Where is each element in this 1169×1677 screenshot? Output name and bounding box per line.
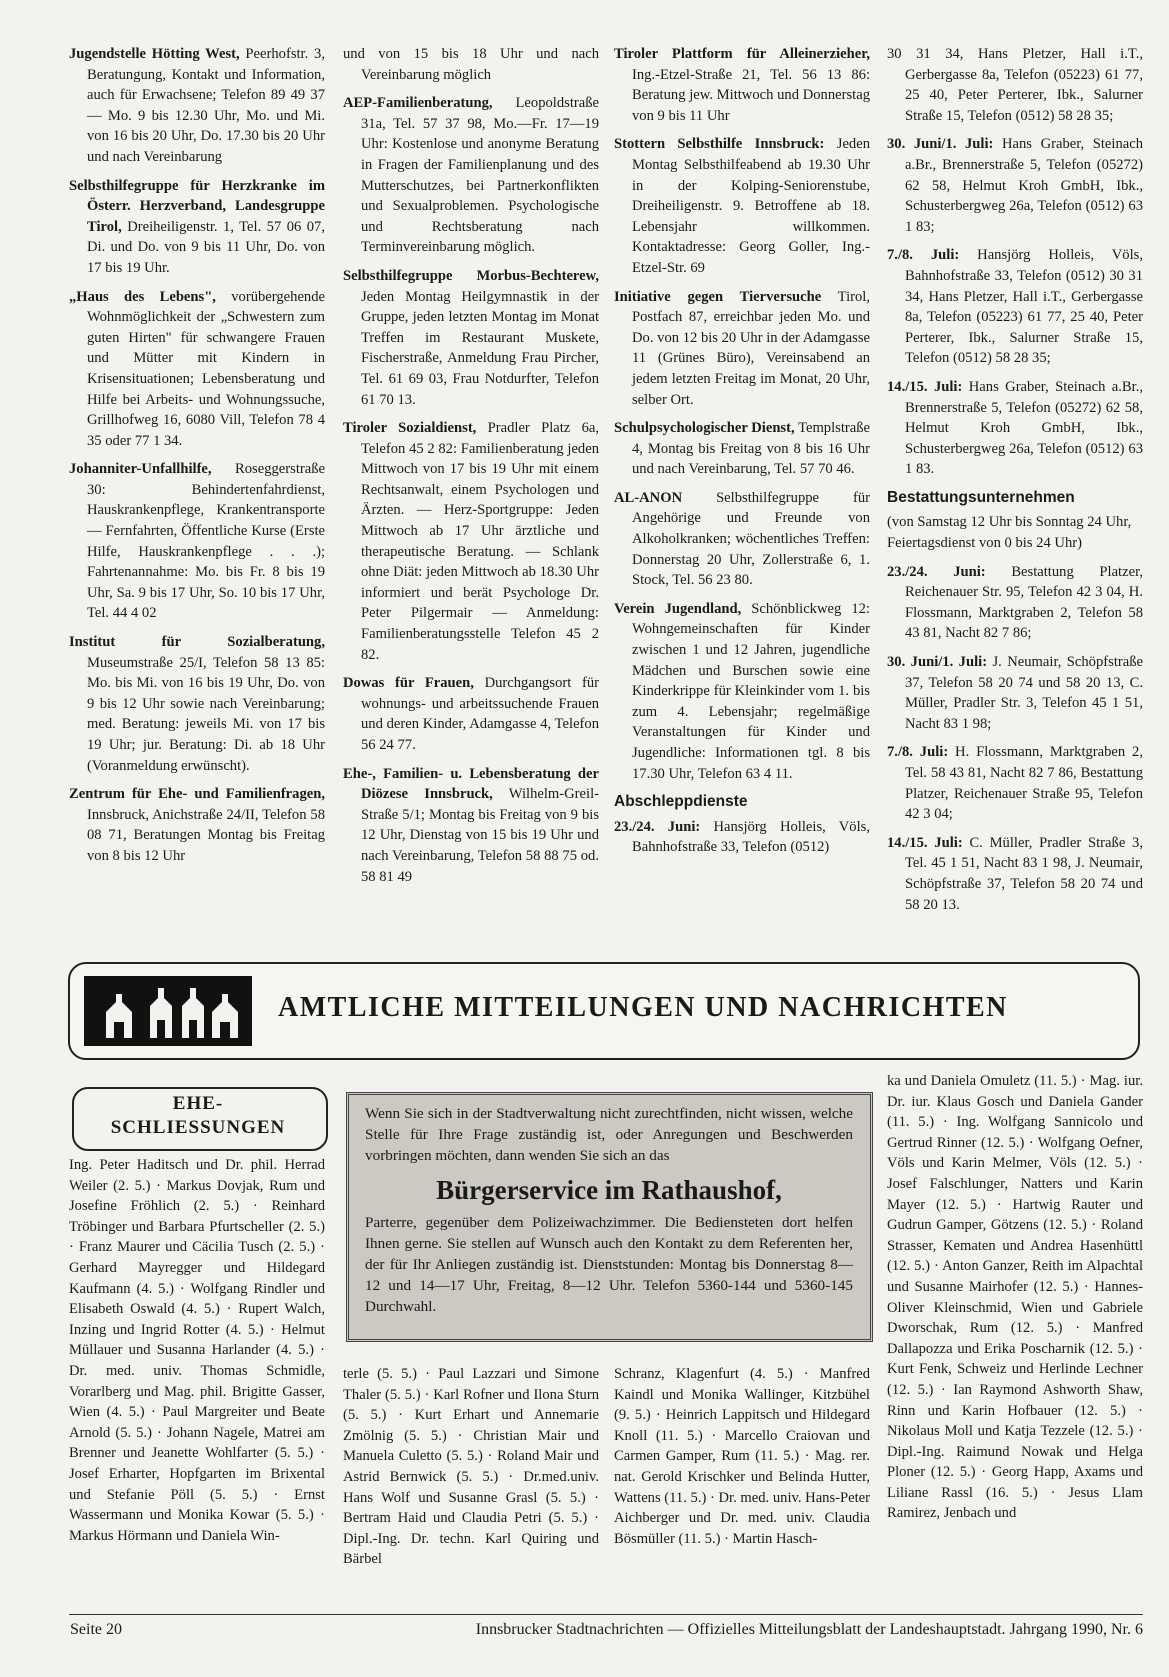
column-3 xyxy=(614,44,870,866)
entry-text: 30 31 34, Hans Pletzer, Hall i.T., Gerbergasse 8a, Telefon (05223) 61 77, 25 40, Peter Perterer, Ibk., Salurner Straße 15, Telefon (0512) 58 28 35; xyxy=(887,46,1143,124)
entry-title: Johanniter-Unfallhilfe, xyxy=(69,461,212,478)
marriages-heading-line-1: EHE- xyxy=(172,1093,224,1114)
entry xyxy=(343,44,599,85)
entry xyxy=(343,764,599,888)
entry xyxy=(614,817,870,858)
column-2 xyxy=(343,44,599,895)
entry-text: Jeden Montag Heilgymnastik in der Gruppe, jeden letzten Montag im Monat Treffen im Restaurant Muskete, Fischerstraße, Anmeldung Frau Pircher, Tel. 61 69 03, Frau Notdurfter, Telefon 61 70 13. xyxy=(361,288,599,408)
section-heading: Abschleppdienste xyxy=(614,793,748,811)
entry-text: Hans Graber, Steinach a.Br., Brennerstraße 5, Telefon (05272) 62 58, Helmut Kroh GmbH, Ibk., Schusterbergweg 26a, Telefon (0512) 63 1 83. xyxy=(905,378,1144,478)
entry-text: Pradler Platz 6a, Telefon 45 2 82: Familienberatung jeden Mittwoch von 17 bis 19 Uhr mit einem Rechtsanwalt, einem Psychologen und Ärzten. — Herz-Sportgruppe: Jeden Mittwoch ab 17 Uhr ärztliche und therapeutische Beratung. — Schlank ohne Diät: jeden Mittwoch ab 18.30 Uhr informiert und berät Psychologe Dr. Peter Pilgermair — Anmeldung: Familienberatungsstelle Telefon 45 2 82. xyxy=(361,420,599,663)
entry-title: AL-ANON xyxy=(614,489,683,506)
entry-title: Tiroler Plattform für Alleinerzieher, xyxy=(614,46,870,62)
entry-text: Tirol, Postfach 87, erreichbar jeden Mo. und Do. von 12 bis 20 Uhr in der Adamgasse 11 (Grünes Büro), Vereinsabend an jedem letzten Freitag im Monat, 20 Uhr, selber Ort. xyxy=(632,288,871,408)
entry-text: Hansjörg Holleis, Völs, Bahnhofstraße 33, Telefon (0512) xyxy=(632,818,870,856)
entry-text: Schönblickweg 12: Wohngemeinschaften für Kinder zwischen 1 und 12 Jahren, jugendliche Mädchen und Burschen sowie eine Kinderkrippe für Kleinkinder vom 1. bis zum 4. Lebensjahr; regelmäßige Veranstaltungen für Kinder und Jugendliche: Informationen tgl. 8 bis 17.30 Uhr, Telefon 63 4 11. xyxy=(632,600,870,782)
entry-title: 7./8. Juli: xyxy=(887,247,960,264)
entry xyxy=(887,652,1143,734)
entry xyxy=(887,134,1143,237)
entry xyxy=(343,266,599,410)
section-heading: Bestattungsunternehmen xyxy=(887,488,1075,506)
entry-text: Hansjörg Holleis, Völs, Bahnhofstraße 33, Telefon (0512) 30 31 34, Hans Pletzer, Hall i.T., Gerbergasse 8a, Telefon (05223) 61 77, 25 40, Peter Perterer, Ibk., Salurner Straße 15, Telefon (0512) 58 28 35; xyxy=(905,247,1143,367)
entry xyxy=(69,784,325,866)
entry-title: AEP-Familienberatung, xyxy=(343,95,493,112)
entry-text: Selbsthilfegruppe für Angehörige und Freunde von Alkoholkranken; wöchentliches Treffen: Donnerstag 20 Uhr, Zollerstraße 6, 1. Stock, Tel. 56 23 80. xyxy=(632,489,870,589)
marriages-column-4: ka und Daniela Omuletz (11. 5.) · Mag. iur. Dr. iur. Klaus Gosch und Daniela Gander (11. 5.) · Ing. Wolfgang Sannicolo und Gertrud Rinner (12. 5.) · Wolfgang Oefner, Völs und Karin Melmer, Völs (12. 5.) · Josef Falschlunger, Natters und Karin Mayer (12. 5.) · Hartwig Rauter und Gudrun Gamper, Götzens (12. 5.) · Roland Strasser, Kematen und Andrea Hasenhüttl (12. 5.) · Anton Ganzer, Reith im Alpachtal und Susanne Mairhofer (12. 5.) · Hannes-Oliver Kleinschmid, Wien und Gabriele Dworschak, Rum (12. 5.) · Manfred Dallapozza und Erika Poscharnik (12. 5.) · Kurt Fenk, Schweiz und Herlinde Lechner (12. 5.) · Ian Raymond Ashworth Shaw, Rinn und Karin Hofbauer (12. 5.) · Nikolaus Moll und Katja Tezzele (12. 5.) · Dipl.-Ing. Raimund Nowak und Helga Ploner (12. 5.) · Georg Happ, Axams und Liliane Rassl (16. 5.) · Jesus Llam Ramirez, Jenbach und xyxy=(887,1073,1143,1522)
section-subtitle: (von Samstag 12 Uhr bis Sonntag 24 Uhr, Feiertagsdienst von 0 bis 24 Uhr) xyxy=(887,514,1132,552)
marriages-heading xyxy=(72,1092,324,1140)
entry xyxy=(69,176,325,279)
entry-title: Stottern Selbsthilfe Innsbruck: xyxy=(614,136,825,153)
entry-text: Innsbruck, Anichstraße 24/II, Telefon 58 08 71, Beratungen Montag bis Freitag von 8 bis 12 Uhr xyxy=(87,806,325,864)
publication-line: Innsbrucker Stadtnachrichten — Offizielles Mitteilungsblatt der Landeshauptstadt. Jahrgang 1990, Nr. 6 xyxy=(475,1621,1143,1638)
entry-title: Institut für Sozialberatung, xyxy=(69,634,325,651)
footer-rule xyxy=(69,1614,1143,1615)
entry-text: vorübergehende Wohnmöglichkeit der „Schwestern zum guten Hirten" für schwangere Frauen und Mütter mit Kindern in Krisensituationen; Lebensberatung und Hilfe bei Arbeits- und Wohnungssuche, Grillhofweg 16, 6080 Vill, Telefon 78 4 35 oder 77 1 34. xyxy=(87,288,326,449)
entry-title: 14./15. Juli: xyxy=(887,834,963,851)
entry-text: Bestattung Platzer, Reichenauer Str. 95, Telefon 42 3 04, H. Flossmann, Marktgraben 2, Telefon 58 43 81, Nacht 82 7 86; xyxy=(905,563,1143,642)
entry-text: Wilhelm-Greil-Straße 5/1; Montag bis Freitag von 9 bis 12 Uhr, Dienstag von 15 bis 19 Uhr und nach Vereinbarung, Telefon 58 88 75 od. 58 81 49 xyxy=(361,786,599,885)
entry-title: 7./8. Juli: xyxy=(887,744,949,761)
entry-title: Zentrum für Ehe- und Familienfragen, xyxy=(69,786,325,803)
entry-text: Roseggerstraße 30: Behindertenfahrdienst, Hauskrankenpflege, Krankentransporte — Fernfahrten, Öffentliche Kurse (Erste Hilfe, Hauskrankenpflege . . .); Fahrtenannahme: Mo. bis Fr. 8 bis 19 Uhr, Sa. 9 bis 17 Uhr, So. 10 bis 17 Uhr, Tel. 44 4 02 xyxy=(87,461,325,622)
entry-text: Hans Graber, Steinach a.Br., Brennerstraße 5, Telefon (05272) 62 58, Helmut Kroh GmbH, Ibk., Schusterbergweg 26a, Telefon (0512) 63 1 83; xyxy=(905,136,1144,235)
entry-title: 30. Juni/1. Juli: xyxy=(887,654,988,671)
entry xyxy=(343,418,599,665)
marriages-column-2: terle (5. 5.) · Paul Lazzari und Simone Thaler (5. 5.) · Karl Rofner und Ilona Sturn (5. 5.) · Kurt Erhart und Annemarie Zmölnig (5. 5.) · Christian Mair und Manuela Culetto (5. 5.) · Roland Mair und Astrid Bernwick (5. 5.) · Dr.med.univ. Hans Wolf und Susanne Grasl (5. 5.) · Bertram Haid und Claudia Petri (5. 5.) · Dipl.-Ing. Dr. techn. Karl Quiring und Bärbel xyxy=(343,1366,599,1568)
entry-text: Museumstraße 25/I, Telefon 58 13 85: Mo. bis Mi. von 16 bis 19 Uhr, Do. von 9 bis 12 Uhr sowie nach Vereinbarung; med. Beratung: jeweils Mi. von 17 bis 19 Uhr; jur. Beratung: Di. ab 18 Uhr (Voranmeldung erwünscht). xyxy=(87,654,325,774)
entry xyxy=(69,459,325,624)
entry-title: Schulpsychologischer Dienst, xyxy=(614,420,795,437)
entry xyxy=(614,599,870,784)
entry-title: Dowas für Frauen, xyxy=(343,675,474,692)
entry xyxy=(69,287,325,452)
entry-title: Selbsthilfegruppe für Herzkranke im Österr. Herzverband, Landesgruppe Tirol, xyxy=(69,177,325,235)
entry-text: J. Neumair, Schöpfstraße 37, Telefon 58 20 74 und 58 20 13, C. Müller, Pradler Str. 3, Telefon 45 1 51, Nacht 83 1 98; xyxy=(905,654,1143,732)
entry-text: C. Müller, Pradler Straße 3, Tel. 45 1 51, Nacht 83 1 98, J. Neumair, Schöpfstraße 37, Telefon 58 20 74 und 58 20 13. xyxy=(905,834,1143,913)
entry xyxy=(343,673,599,755)
entry-text: Leopoldstraße 31a, Tel. 57 37 98, Mo.—Fr. 17—19 Uhr: Kostenlose und anonyme Beratung in Fragen der Familienplanung und des Mutterschutzes, bei Partnerkonflikten und Sexualproblemen. Psychologische und Rechtsberatung nach Terminvereinbarung möglich. xyxy=(361,95,599,256)
entry xyxy=(887,245,1143,369)
entry-title: Initiative gegen Tierversuche xyxy=(614,288,822,305)
entry xyxy=(887,833,1143,915)
section-title: AMTLICHE MITTEILUNGEN UND NACHRICHTEN xyxy=(278,992,1008,1023)
entry-title: 14./15. Juli: xyxy=(887,378,963,395)
entry xyxy=(887,742,1143,824)
entry-text: H. Flossmann, Marktgraben 2, Tel. 58 43 81, Nacht 82 7 86, Bestattung Platzer, Reichenauer Straße 95, Telefon 42 3 04; xyxy=(905,744,1143,823)
citizen-service-heading: Bürgerservice im Rathaushof, xyxy=(436,1175,782,1205)
page-number: Seite 20 xyxy=(70,1621,122,1638)
entry-text: Dreiheiligenstr. 1, Tel. 57 06 07, Di. und Do. von 9 bis 11 Uhr, Do. von 17 bis 19 Uhr. xyxy=(87,218,325,276)
column-4 xyxy=(887,44,1143,923)
marriages-column-1: Ing. Peter Haditsch und Dr. phil. Herrad Weiler (2. 5.) · Markus Dovjak, Rum und Josefine Fröhlich (2. 5.) · Reinhard Tröbinger und Barbara Pfurtscheller (2. 5.) · Franz Maurer und Cäcilia Tusch (2. 5.) · Gerhard Mayregger und Hildegard Kaufmann (4. 5.) · Wolfgang Rindler und Elisabeth Oswald (4. 5.) · Rupert Walch, Inzing und Ingrid Rotter (4. 5.) · Helmut Müllauer und Susanna Harlander (4. 5.) · Dr. med. univ. Thomas Schmidle, Vorarlberg und Mag. phil. Brigitte Gasser, Wien (4. 5.) · Paul Margreiter und Beate Arnold (5. 5.) · Johann Nagele, Matrei am Brenner und Jeanette Wohlfarter (5. 5.) · Josef Erharter, Hopfgarten im Brixental und Stefanie Pöll (5. 5.) · Ernst Wassermann und Monika Kowar (5. 5.) · Markus Hörmann und Daniela Win- xyxy=(69,1157,325,1544)
citizen-service-intro: Wenn Sie sich in der Stadtverwaltung nicht zurechtfinden, nicht wissen, welche Stelle für Ihre Frage zuständig ist, oder Anregungen und Beschwerden vorbringen möchten, dann wenden Sie sich an das xyxy=(365,1105,853,1164)
entry-title: Jugendstelle Hötting West, xyxy=(69,46,240,62)
section-banner xyxy=(68,962,1140,1060)
entry-text: Durchgangsort für wohnungs- und arbeitssuchende Frauen und deren Kinder, Adamgasse 4, Telefon 56 24 77. xyxy=(361,675,599,753)
column-1 xyxy=(69,44,325,875)
citizen-service-body: Parterre, gegenüber dem Polizeiwachzimmer. Die Bediensteten dort helfen Ihnen gerne. Sie stellen auf Wunsch auch den Kontakt zu dem Referenten her, der für Ihr Anliegen zuständig ist. Dienststunden: Montag bis Donnerstag 8—12 und 14—17 Uhr, Freitag, 8—12 Uhr. Telefon 5360-144 und 5360-145 Durchwahl. xyxy=(365,1214,853,1315)
entry-title: Verein Jugendland, xyxy=(614,600,742,617)
citizen-service-box xyxy=(346,1092,873,1342)
entry xyxy=(69,632,325,776)
entry-title: 30. Juni/1. Juli: xyxy=(887,136,994,153)
entry xyxy=(614,44,870,126)
entry-text: und von 15 bis 18 Uhr und nach Vereinbarung möglich xyxy=(343,46,599,83)
entry xyxy=(887,44,1143,126)
entry-text: Peerhofstr. 3, Beratungung, Kontakt und Information, auch für Erwachsene; Telefon 89 49 37 — Mo. 9 bis 12.30 Uhr, Mo. und Mi. von 16 bis 20 Uhr, Do. 17.30 bis 20 Uhr und nach Vereinbarung xyxy=(87,46,325,165)
entry xyxy=(69,44,325,168)
entry-text: Jeden Montag Selbsthilfeabend ab 19.30 Uhr in der Kolping-Seniorenstube, Dreiheiligenstr. 9. Betroffene ab 18. Lebensjahr willkommen. Kontaktadresse: Georg Goller, Ing.-Etzel-Str. 69 xyxy=(632,136,870,276)
entry xyxy=(614,134,870,278)
entry xyxy=(614,287,870,411)
entry-title: Ehe-, Familien- u. Lebensberatung der Diözese Innsbruck, xyxy=(343,765,599,803)
marriages-column-3: Schranz, Klagenfurt (4. 5.) · Manfred Kaindl und Monika Wallinger, Kitzbühel (9. 5.) · Heinrich Lappitsch und Hildegard Knoll (11. 5.) · Marcello Craiovan und Carmen Gamper, Rum (11. 5.) · Mag. rer. nat. Gerold Krischker und Belinda Hutter, Wattens (11. 5.) · Dr. med. univ. Hans-Peter Aichberger und Dr. med. univ. Claudia Bösmüller (11. 5.) · Martin Hasch- xyxy=(614,1366,870,1547)
entry xyxy=(887,377,1143,480)
marriages-heading-line-2: SCHLIESSUNGEN xyxy=(110,1117,286,1138)
entry-title: 23./24. Juni: xyxy=(614,818,701,835)
entry xyxy=(614,488,870,591)
entry xyxy=(343,93,599,258)
entry-title: Tiroler Sozialdienst, xyxy=(343,420,477,437)
entry xyxy=(887,562,1143,644)
entry-title: 23./24. Juni: xyxy=(887,563,986,580)
entry xyxy=(614,418,870,480)
city-emblem-icon xyxy=(84,976,252,1046)
entry-title: „Haus des Lebens", xyxy=(69,288,216,305)
entry-text: Ing.-Etzel-Straße 21, Tel. 56 13 86: Beratung jew. Mittwoch und Donnerstag von 9 bis 11 Uhr xyxy=(632,66,870,124)
entry-title: Selbsthilfegruppe Morbus-Bechterew, xyxy=(343,267,599,284)
entry-text: Templstraße 4, Montag bis Freitag von 8 bis 16 Uhr und nach Vereinbarung, Tel. 57 70 46. xyxy=(632,420,870,478)
